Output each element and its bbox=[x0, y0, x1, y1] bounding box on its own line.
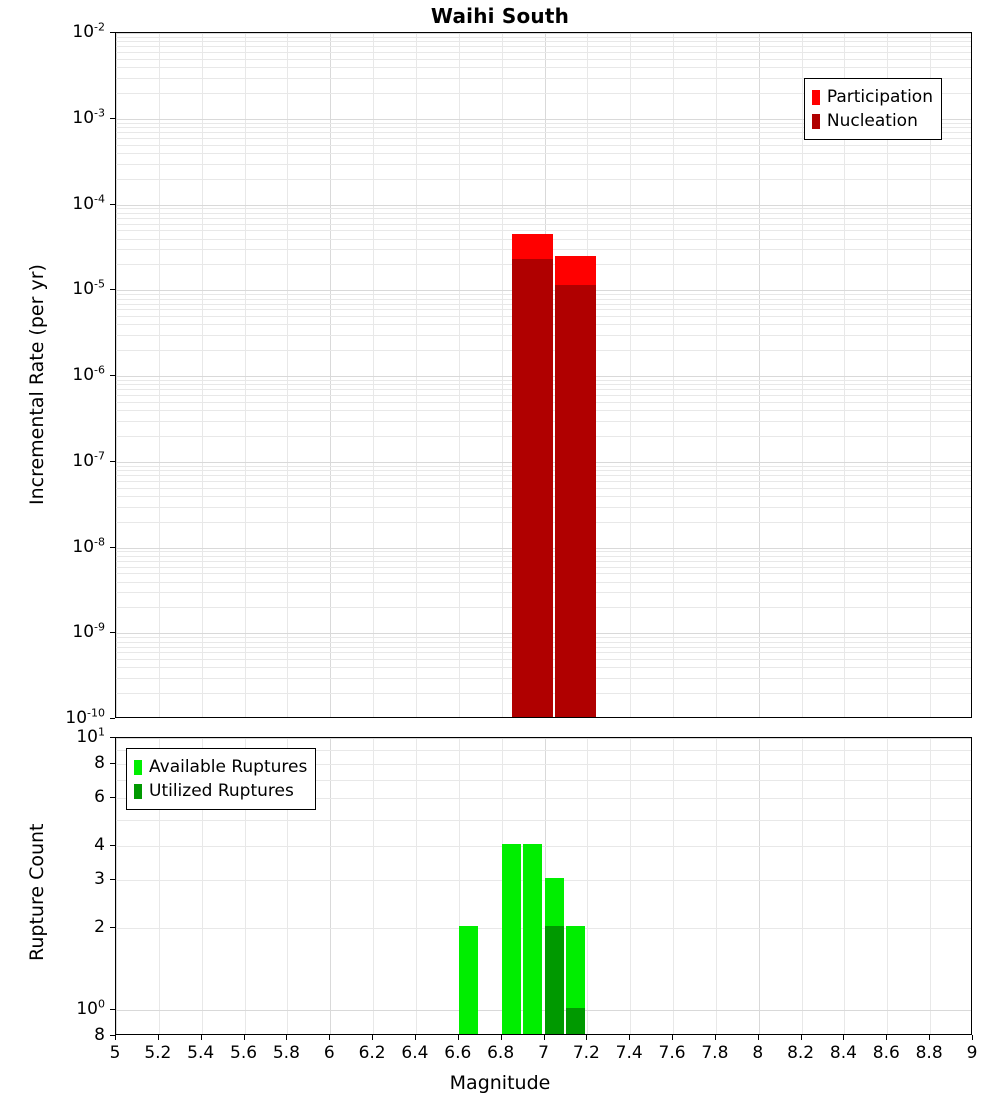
gridline-h-minor bbox=[116, 46, 971, 47]
x-tick-mark bbox=[929, 1035, 930, 1040]
x-tick-mark bbox=[244, 1035, 245, 1040]
x-tick-label: 8.6 bbox=[872, 1043, 900, 1063]
bar-available-ruptures bbox=[523, 844, 542, 1034]
bar-available-ruptures bbox=[459, 926, 478, 1034]
gridline-v bbox=[245, 33, 246, 717]
legend-item-nucleation bbox=[812, 109, 933, 133]
x-tick-label: 8 bbox=[752, 1043, 764, 1063]
gridline-v bbox=[716, 33, 717, 717]
gridline-v bbox=[587, 738, 588, 1034]
gridline-v bbox=[287, 33, 288, 717]
gridline-h-minor bbox=[116, 218, 971, 219]
x-tick-mark bbox=[886, 1035, 887, 1040]
gridline-v bbox=[373, 33, 374, 717]
gridline-v bbox=[330, 738, 331, 1034]
legend-top bbox=[804, 78, 942, 140]
gridline-v bbox=[459, 33, 460, 717]
y-tick-mark bbox=[110, 797, 115, 798]
x-tick-label: 8.8 bbox=[915, 1043, 943, 1063]
x-tick-mark bbox=[843, 1035, 844, 1040]
x-tick-label: 7 bbox=[538, 1043, 549, 1063]
y-tick-label-top: $10^{-2}$ bbox=[72, 20, 105, 42]
gridline-v bbox=[416, 33, 417, 717]
x-tick-label: 6.4 bbox=[401, 1043, 429, 1063]
x-tick-mark bbox=[415, 1035, 416, 1040]
x-tick-mark bbox=[715, 1035, 716, 1040]
gridline-h-minor bbox=[116, 59, 971, 60]
legend-item-participation bbox=[812, 85, 933, 109]
gridline-h-minor bbox=[116, 37, 971, 38]
legend-swatch-nucleation bbox=[812, 114, 820, 129]
y-tick-mark bbox=[110, 737, 115, 738]
gridline-h-minor bbox=[116, 230, 971, 231]
gridline-h-minor bbox=[116, 179, 971, 180]
y-tick-label-8: 8 bbox=[94, 753, 105, 774]
x-tick-label: 5.6 bbox=[230, 1043, 258, 1063]
x-tick-mark bbox=[158, 1035, 159, 1040]
gridline-h-minor bbox=[116, 208, 971, 209]
page-title: Waihi South bbox=[430, 4, 570, 28]
x-tick-mark bbox=[458, 1035, 459, 1040]
x-tick-mark bbox=[501, 1035, 502, 1040]
gridline-v bbox=[330, 33, 331, 717]
gridline-h-minor bbox=[116, 213, 971, 214]
gridline-h-minor bbox=[116, 224, 971, 225]
gridline-h bbox=[116, 820, 971, 821]
bar-nucleation bbox=[555, 285, 596, 717]
x-tick-mark bbox=[286, 1035, 287, 1040]
y-tick-mark bbox=[110, 204, 115, 205]
x-tick-label: 5 bbox=[109, 1043, 121, 1063]
gridline-h-minor bbox=[116, 164, 971, 165]
legend-item-available-ruptures bbox=[134, 755, 307, 779]
x-tick-label: 7.6 bbox=[658, 1043, 686, 1063]
gridline-h bbox=[116, 205, 971, 206]
x-tick-mark bbox=[115, 1035, 116, 1040]
bar-utilized-ruptures bbox=[566, 1008, 585, 1034]
gridline-h-minor bbox=[116, 41, 971, 42]
x-tick-mark bbox=[329, 1035, 330, 1040]
gridline-h bbox=[116, 1010, 971, 1011]
x-tick-label: 5.2 bbox=[144, 1043, 172, 1063]
x-tick-label: 8.4 bbox=[829, 1043, 857, 1063]
x-tick-label: 5.8 bbox=[272, 1043, 300, 1063]
y-tick-mark bbox=[110, 718, 115, 719]
bar-utilized-ruptures bbox=[545, 926, 564, 1034]
x-tick-label: 6.8 bbox=[487, 1043, 515, 1063]
gridline-v bbox=[502, 33, 503, 717]
gridline-h bbox=[116, 880, 971, 881]
y-tick-label-08: 8 bbox=[94, 1025, 105, 1045]
bar-nucleation bbox=[512, 259, 553, 717]
y-tick-label-6: 6 bbox=[94, 787, 105, 808]
gridline-h bbox=[116, 738, 971, 739]
legend-swatch-available-ruptures bbox=[134, 760, 142, 775]
y-tick-label-top: $10^{-3}$ bbox=[72, 106, 105, 128]
y-tick-label-top: $10^{-7}$ bbox=[72, 449, 105, 471]
legend-swatch-utilized-ruptures bbox=[134, 784, 142, 799]
gridline-v bbox=[930, 738, 931, 1034]
y-tick-label-10e0: $10^0$ bbox=[76, 997, 105, 1019]
x-tick-label: 6 bbox=[323, 1043, 335, 1063]
x-tick-mark bbox=[201, 1035, 202, 1040]
x-tick-mark bbox=[586, 1035, 587, 1040]
y-tick-label-top: $10^{-9}$ bbox=[72, 620, 105, 643]
y-tick-mark bbox=[110, 1009, 115, 1010]
x-tick-label: 7.2 bbox=[572, 1043, 600, 1063]
x-tick-label: 6.6 bbox=[444, 1043, 472, 1063]
gridline-h bbox=[116, 33, 971, 34]
gridline-v bbox=[759, 738, 760, 1034]
y-tick-label-top: $10^{-5}$ bbox=[72, 277, 105, 300]
y-tick-mark bbox=[110, 461, 115, 462]
legend-bottom bbox=[126, 748, 316, 810]
x-tick-label: 7.4 bbox=[615, 1043, 643, 1063]
y-tick-label-3: 3 bbox=[94, 869, 105, 890]
x-tick-label: 5.4 bbox=[187, 1043, 215, 1063]
rupture-count-plot bbox=[115, 737, 972, 1035]
y-axis-title-top: Incremental Rate (per yr) bbox=[26, 264, 48, 505]
y-tick-label-top: $10^{-6}$ bbox=[72, 363, 105, 385]
x-tick-mark bbox=[672, 1035, 673, 1040]
y-tick-mark bbox=[110, 118, 115, 119]
gridline-h bbox=[116, 928, 971, 929]
gridline-v bbox=[116, 33, 117, 717]
y-tick-mark bbox=[110, 32, 115, 33]
y-axis-title-bottom: Rupture Count bbox=[26, 823, 48, 961]
incremental-rate-plot bbox=[115, 32, 972, 718]
y-tick-label-top: $10^{-8}$ bbox=[72, 534, 105, 557]
x-tick-label: 6.2 bbox=[358, 1043, 386, 1063]
y-tick-mark bbox=[110, 879, 115, 880]
x-tick-mark bbox=[972, 1035, 973, 1040]
gridline-v bbox=[673, 738, 674, 1034]
y-tick-label-2: 2 bbox=[94, 916, 105, 937]
y-tick-label-10e1: $10^1$ bbox=[76, 725, 105, 747]
gridline-h-minor bbox=[116, 67, 971, 68]
gridline-v bbox=[202, 33, 203, 717]
gridline-v bbox=[802, 33, 803, 717]
x-tick-mark bbox=[544, 1035, 545, 1040]
gridline-v bbox=[116, 738, 117, 1034]
gridline-h-minor bbox=[116, 145, 971, 146]
x-axis-title: Magnitude bbox=[449, 1072, 551, 1094]
x-tick-mark bbox=[629, 1035, 630, 1040]
y-tick-mark bbox=[110, 632, 115, 633]
gridline-v bbox=[673, 33, 674, 717]
gridline-h-minor bbox=[116, 153, 971, 154]
gridline-v bbox=[759, 33, 760, 717]
x-tick-label: 8.2 bbox=[787, 1043, 815, 1063]
y-tick-mark bbox=[110, 289, 115, 290]
y-tick-label-4: 4 bbox=[94, 835, 105, 856]
y-tick-mark bbox=[110, 763, 115, 764]
y-tick-mark bbox=[110, 845, 115, 846]
gridline-v bbox=[416, 738, 417, 1034]
gridline-v bbox=[630, 738, 631, 1034]
legend-label-participation: Participation bbox=[826, 87, 933, 107]
gridline-v bbox=[716, 738, 717, 1034]
gridline-v bbox=[802, 738, 803, 1034]
gridline-v bbox=[373, 738, 374, 1034]
x-tick-mark bbox=[372, 1035, 373, 1040]
y-tick-mark bbox=[110, 927, 115, 928]
x-tick-label: 9 bbox=[966, 1043, 978, 1063]
y-tick-label-top: $10^{-4}$ bbox=[72, 191, 105, 214]
legend-label-utilized-ruptures: Utilized Ruptures bbox=[149, 781, 294, 801]
x-tick-mark bbox=[758, 1035, 759, 1040]
bar-available-ruptures bbox=[502, 844, 521, 1034]
gridline-v bbox=[887, 738, 888, 1034]
y-tick-mark bbox=[110, 375, 115, 376]
gridline-v bbox=[844, 738, 845, 1034]
legend-label-available-ruptures: Available Ruptures bbox=[149, 757, 308, 777]
y-tick-label-top: $10^{-10}$ bbox=[65, 706, 105, 728]
legend-item-utilized-ruptures bbox=[134, 779, 307, 803]
y-tick-mark bbox=[110, 547, 115, 548]
legend-swatch-participation bbox=[812, 90, 820, 105]
y-tick-mark bbox=[110, 1035, 115, 1036]
legend-label-nucleation: Nucleation bbox=[826, 111, 918, 131]
gridline-v bbox=[630, 33, 631, 717]
gridline-v bbox=[159, 33, 160, 717]
gridline-h-minor bbox=[116, 52, 971, 53]
x-tick-mark bbox=[801, 1035, 802, 1040]
x-tick-label: 7.8 bbox=[701, 1043, 729, 1063]
gridline-h bbox=[116, 846, 971, 847]
